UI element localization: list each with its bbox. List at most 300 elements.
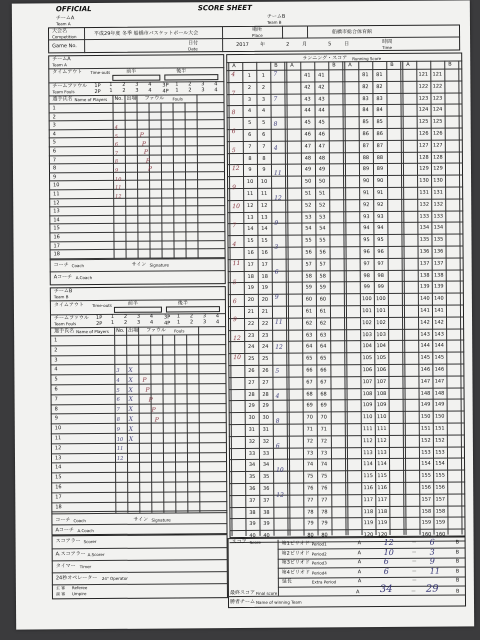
timer-label-en: Timer <box>79 564 92 570</box>
running-number-a: 93 <box>363 213 370 220</box>
team-a-fouls-label-en: Team Fouls <box>52 89 75 95</box>
team-a-players-label-en: Name of Players <box>74 96 108 103</box>
running-mark-b: 8 <box>275 417 280 425</box>
umpire-label-en: Umpire <box>71 591 87 597</box>
running-number-b: 72 <box>320 438 328 445</box>
running-number-b: 125 <box>432 118 443 125</box>
running-mark-a: 12 <box>233 335 241 343</box>
running-number-a: 143 <box>420 331 430 338</box>
running-col-b-header: B <box>332 62 336 69</box>
running-number-b: 132 <box>433 201 444 208</box>
competition-label-en: Competition <box>52 34 77 40</box>
running-number-a: 106 <box>362 367 373 374</box>
running-number-b: 107 <box>376 378 387 385</box>
score-label-en: Score <box>249 539 261 545</box>
running-number-b: 59 <box>319 284 327 291</box>
running-mark-a: 12 <box>231 165 240 173</box>
score-period-b: 3 <box>429 547 435 557</box>
running-number-b: 52 <box>319 202 326 209</box>
running-col-b-header: B <box>274 62 278 69</box>
running-number-b: 67 <box>320 379 327 386</box>
running-number-b: 113 <box>377 449 387 456</box>
running-mark-b: 8 <box>273 120 278 128</box>
running-number-a: 153 <box>421 449 431 456</box>
running-mark-a: 9 <box>232 184 236 192</box>
running-number-a: 2 <box>247 84 252 91</box>
running-number-a: 49 <box>304 166 312 173</box>
running-number-a: 11 <box>246 190 254 197</box>
running-col-a-header: A <box>348 62 352 69</box>
running-number-b: 41 <box>318 72 325 79</box>
team_b-row-number: 18 <box>55 503 62 510</box>
score-period-b: 6 <box>429 537 435 547</box>
running-number-a: 144 <box>420 343 431 350</box>
team-a-in-label: 出場 <box>126 95 137 102</box>
running-number-b: 137 <box>433 260 444 267</box>
running-number-b: 145 <box>434 354 445 361</box>
running-number-b: 154 <box>435 460 445 468</box>
team-a-title: チームA <box>55 15 75 22</box>
running-number-b: 71 <box>320 426 328 433</box>
running-number-b: 98 <box>377 272 384 279</box>
running-number-b: 26 <box>262 367 269 374</box>
running-number-b: 76 <box>321 485 328 492</box>
running-number-a: 31 <box>248 426 256 433</box>
running-number-a: 108 <box>362 390 373 397</box>
running-number-b: 61 <box>319 308 327 315</box>
running-number-a: 51 <box>304 190 312 197</box>
team-b-fouls-label-en: Team Fouls <box>54 321 77 327</box>
team-a-no-label: No. <box>114 95 123 102</box>
running-number-b: 77 <box>321 497 328 504</box>
running-mark-b: 6 <box>275 442 280 450</box>
team-b-foul-marks-4: 1 2 3 4 <box>176 319 220 326</box>
running-number-a: 130 <box>419 177 429 184</box>
running-number-a: 54 <box>305 225 312 232</box>
running-number-a: 9 <box>248 167 252 174</box>
running-number-b: 68 <box>320 391 327 398</box>
team-b-in-mark: X <box>128 386 133 394</box>
running-number-b: 55 <box>319 237 326 244</box>
running-number-b: 44 <box>318 107 325 114</box>
running-number-b: 103 <box>376 331 386 338</box>
team-a-foul-mark: P <box>143 148 148 156</box>
running-number-a: 17 <box>247 261 254 268</box>
running-number-a: 107 <box>362 378 373 385</box>
referee-label: 主 審 <box>55 585 66 591</box>
competition-label: 大会名 <box>51 28 68 35</box>
team-a-foul-marks-2: 1 2 3 4 <box>109 87 152 94</box>
score-period-b: 11 <box>429 566 441 576</box>
team-a-timeout-boxes-2[interactable] <box>164 74 218 80</box>
running-number-b: 5 <box>262 120 266 127</box>
team_b-row-number: 14 <box>55 464 62 471</box>
team_a-row-number: 16 <box>53 234 60 241</box>
running-number-b: 155 <box>435 472 445 479</box>
running-number-a: 87 <box>362 142 370 149</box>
team-b-in-mark: X <box>128 376 133 384</box>
team-b-player-number: 6 <box>116 397 120 404</box>
running-number-b: 105 <box>376 355 387 362</box>
team-b-timeout-boxes-2[interactable] <box>166 306 220 312</box>
running-number-a: 26 <box>248 367 255 374</box>
running-number-b: 34 <box>262 462 270 469</box>
final-score-label: 最終スコア <box>229 589 255 597</box>
score-b-letter: B <box>455 549 460 556</box>
running-number-a: 29 <box>248 403 255 410</box>
running-number-b: 29 <box>262 403 269 410</box>
team-a-players-label: 選手氏名 <box>52 96 73 103</box>
date-month-unit: 月 <box>302 41 308 48</box>
sheet-title: SCORE SHEET <box>197 3 252 13</box>
running-number-a: 103 <box>362 331 372 338</box>
running-number-a: 141 <box>420 307 430 314</box>
team-a-timeout-boxes-1[interactable] <box>112 75 160 81</box>
team-b-in-label: 出場 <box>128 327 139 334</box>
running-number-a: 117 <box>363 496 374 503</box>
time-label: 時間 <box>382 38 393 46</box>
running-number-b: 13 <box>261 214 268 221</box>
running-number-a: 118 <box>363 508 374 515</box>
team-a-signature-label-en: Signature <box>149 262 169 268</box>
team_b-row-number: 9 <box>54 415 58 422</box>
running-number-a: 3 <box>247 96 252 103</box>
score-dash: － <box>411 549 417 556</box>
running-number-a: 77 <box>307 497 314 504</box>
ascorer-label-en: A.Scorer <box>87 551 105 558</box>
team-b-player-number: 9 <box>116 426 121 433</box>
running-number-a: 12 <box>247 202 254 209</box>
running-col-a-header: A <box>406 61 410 68</box>
running-number-b: 69 <box>320 402 327 409</box>
team_b-row-number: 8 <box>54 405 58 412</box>
score-dash: － <box>411 568 417 575</box>
team-b-player-number: 3 <box>116 367 120 374</box>
team-b-coach-label: コーチ <box>55 517 71 524</box>
running-number-a: 114 <box>363 461 373 468</box>
running-number-b: 23 <box>261 332 269 339</box>
running-number-a: 95 <box>363 237 370 244</box>
running-number-a: 96 <box>363 249 370 256</box>
running-number-b: 123 <box>432 95 443 102</box>
score-dash: － <box>411 578 417 585</box>
team_a-row-number: 15 <box>53 225 60 232</box>
running-number-b: 50 <box>318 178 326 185</box>
running-number-b: 80 <box>321 532 328 539</box>
running-number-a: 149 <box>420 402 431 409</box>
running-number-a: 57 <box>305 261 312 268</box>
running-number-a: 140 <box>420 295 430 302</box>
running-number-a: 14 <box>247 226 254 233</box>
running-mark-b: 10 <box>276 467 284 475</box>
running-mark-a: 11 <box>232 259 241 267</box>
running-number-b: 152 <box>435 437 445 444</box>
running-number-a: 71 <box>306 426 314 433</box>
running-number-b: 112 <box>377 437 387 444</box>
running-mark-a: 6 <box>232 297 237 305</box>
running-number-b: 92 <box>377 201 384 208</box>
team-a-foul-marks-3: 1 2 3 4 <box>175 81 218 88</box>
team-a-acoach-label: Aコーチ <box>53 274 73 281</box>
team-a-timeout-label: タイムアウト <box>52 69 83 76</box>
team-b-timeout-boxes-1[interactable] <box>114 307 162 313</box>
running-number-a: 113 <box>363 449 373 456</box>
running-number-a: 110 <box>362 414 373 421</box>
running-number-b: 3 <box>261 96 266 103</box>
team-b-in-mark: X <box>128 396 133 404</box>
running-number-b: 122 <box>432 83 443 90</box>
running-number-b: 141 <box>434 307 444 314</box>
running-number-a: 104 <box>362 343 373 350</box>
running-number-a: 116 <box>363 485 373 492</box>
running-number-b: 128 <box>433 154 443 161</box>
team-a-player-number: 4 <box>114 124 118 131</box>
score-a-letter: A <box>357 549 362 556</box>
running-number-a: 155 <box>421 472 431 479</box>
team-b-label-en: Team B <box>53 294 69 300</box>
running-number-a: 70 <box>306 414 313 421</box>
running-number-a: 83 <box>362 95 369 102</box>
running-number-a: 127 <box>419 142 429 149</box>
running-number-a: 120 <box>363 532 374 539</box>
team-a-foul-mark: P <box>139 131 144 139</box>
team-a-q2: 2P <box>94 88 101 96</box>
running-number-b: 83 <box>376 95 383 102</box>
team-b-player-number: 10 <box>116 436 124 443</box>
final-score-label-en: Final score <box>255 590 278 596</box>
running-number-a: 8 <box>248 155 252 162</box>
team-b-in-mark: X <box>128 425 134 433</box>
running-score-title-en: Running Score <box>352 56 382 62</box>
score-period-a: 12 <box>383 537 394 548</box>
running-mark-b: 9 <box>274 219 279 227</box>
running-number-a: 72 <box>306 438 314 445</box>
running-number-a: 100 <box>362 296 372 303</box>
score-a-letter: A <box>357 568 362 576</box>
team_b-row-number: 13 <box>54 454 62 461</box>
team-b-q2: 2P <box>96 320 103 328</box>
running-number-b: 134 <box>433 224 444 232</box>
running-number-a: 59 <box>305 284 313 291</box>
running-number-a: 136 <box>419 248 430 255</box>
running-number-b: 86 <box>376 131 383 138</box>
running-number-b: 153 <box>435 449 445 456</box>
running-number-a: 64 <box>306 343 313 350</box>
team-b-player-number: 4 <box>116 377 120 384</box>
running-number-b: 99 <box>377 284 385 291</box>
running-number-a: 121 <box>418 71 429 78</box>
running-number-b: 102 <box>376 319 386 326</box>
team_a-row-number: 7 <box>52 156 57 163</box>
score-b-letter: B <box>455 577 460 584</box>
running-mark-b: 11 <box>273 169 282 177</box>
running-number-a: 38 <box>249 509 256 516</box>
team-b-no-label: No. <box>116 327 125 334</box>
team-a-foul-mark: P <box>147 166 153 174</box>
running-number-b: 32 <box>262 438 270 445</box>
team-b-foul-mark: P <box>154 416 159 424</box>
running-number-b: 66 <box>320 367 327 374</box>
running-number-a: 50 <box>304 178 312 185</box>
running-number-b: 104 <box>376 343 387 350</box>
running-number-a: 27 <box>248 379 255 386</box>
running-number-a: 6 <box>248 131 252 138</box>
date-month: 2 <box>286 41 290 48</box>
team-b-foul-marks-3: 1 2 3 4 <box>176 313 220 320</box>
running-number-a: 43 <box>304 96 311 103</box>
team_b-row-number: 16 <box>55 484 62 491</box>
running-col-a-header: A <box>232 63 236 70</box>
running-number-b: 89 <box>376 166 384 173</box>
running-number-b: 119 <box>377 520 388 527</box>
running-number-b: 16 <box>261 249 268 256</box>
team-b-acoach-label-en: A.Coach <box>77 528 94 534</box>
running-number-b: 27 <box>262 379 269 386</box>
running-mark-a: 9 <box>233 316 237 324</box>
op24-label-en: 24" Operator <box>101 575 128 581</box>
running-number-a: 45 <box>304 119 311 126</box>
running-number-a: 99 <box>363 284 371 291</box>
running-number-a: 68 <box>306 391 313 398</box>
running-number-a: 23 <box>247 332 255 339</box>
running-number-b: 120 <box>377 532 388 539</box>
competition-name: 平成29年度 冬季 船橋市バスケットボール大会 <box>94 30 199 38</box>
running-number-a: 79 <box>307 520 314 527</box>
referee-label-en: Referee <box>71 585 88 591</box>
team-b-player-number: 12 <box>116 456 124 463</box>
running-number-a: 115 <box>363 473 373 480</box>
running-number-b: 43 <box>318 96 325 103</box>
running-number-b: 93 <box>377 213 384 220</box>
running-number-a: 88 <box>362 154 370 161</box>
running-number-a: 39 <box>249 521 256 528</box>
running-number-b: 48 <box>318 155 326 162</box>
running-number-b: 106 <box>376 367 387 374</box>
running-number-b: 110 <box>376 414 387 421</box>
team_b-row-number: 7 <box>54 396 58 403</box>
running-number-a: 53 <box>305 214 312 221</box>
running-number-a: 33 <box>248 450 256 457</box>
team-a-half2: 後半 <box>176 68 187 75</box>
running-number-a: 139 <box>420 284 430 291</box>
running-number-a: 123 <box>418 95 429 102</box>
running-number-a: 156 <box>421 484 431 491</box>
team-b-title-en: Team B <box>266 19 282 25</box>
score-period-label: 第4ピリオド <box>281 569 310 576</box>
running-number-b: 158 <box>435 508 446 515</box>
running-number-b: 11 <box>260 190 268 197</box>
official-label: OFFICIAL <box>55 5 92 14</box>
running-mark-a: 4 <box>231 71 236 79</box>
team_a-row-number: 13 <box>53 208 60 215</box>
team-b-acoach-label: Aコーチ <box>55 527 74 534</box>
running-number-a: 122 <box>418 83 429 90</box>
running-number-a: 35 <box>248 474 256 481</box>
running-number-a: 76 <box>307 485 314 492</box>
running-number-b: 138 <box>433 272 444 279</box>
date-day-unit: 日 <box>344 41 350 48</box>
running-number-a: 36 <box>249 485 256 492</box>
running-number-a: 94 <box>363 225 370 232</box>
running-number-a: 134 <box>419 225 430 232</box>
team_a-row-number: 18 <box>53 251 60 258</box>
team_a-row-number: 4 <box>52 131 56 138</box>
team_b-row-number: 6 <box>54 386 58 393</box>
ascorer-label: A.スコアラー <box>55 551 86 558</box>
running-number-b: 24 <box>262 344 269 351</box>
running-number-b: 159 <box>435 519 446 527</box>
running-number-b: 96 <box>377 249 384 256</box>
running-number-a: 44 <box>304 107 311 114</box>
running-number-b: 135 <box>433 236 444 243</box>
running-number-b: 70 <box>320 414 327 421</box>
running-number-a: 37 <box>249 497 256 504</box>
team-b-players-label-en: Name of Players <box>76 328 109 335</box>
team-b-fouls-col: ファウル <box>146 327 166 334</box>
running-number-b: 87 <box>376 142 384 149</box>
team_a-row-number: 2 <box>52 113 56 120</box>
running-number-b: 131 <box>433 189 443 196</box>
running-number-b: 45 <box>318 119 325 126</box>
winner-label-en: Name of winning Team <box>255 599 302 605</box>
running-number-a: 19 <box>247 285 255 292</box>
running-number-b: 121 <box>432 71 443 78</box>
team_a-row-number: 11 <box>53 191 60 198</box>
team_b-row-number: 3 <box>54 356 58 363</box>
team-b-foul-mark: P <box>148 396 153 404</box>
team-b-label: チームB <box>53 288 73 295</box>
running-number-b: 97 <box>377 260 384 267</box>
team-b-q3: 3P <box>163 314 171 321</box>
running-number-b: 79 <box>321 520 328 527</box>
score-b-letter: B <box>455 568 460 575</box>
running-number-b: 127 <box>433 142 443 149</box>
running-number-a: 58 <box>305 273 312 280</box>
running-mark-b: 5 <box>275 368 280 376</box>
score-period-b: 9 <box>429 556 435 566</box>
team-a-foul-marks-4: 1 2 3 4 <box>175 87 218 94</box>
running-number-b: 38 <box>263 509 270 516</box>
date-label-en: Date <box>188 46 198 52</box>
running-number-a: 1 <box>247 72 251 79</box>
running-number-b: 160 <box>435 531 446 538</box>
team-b-foul-mark: P <box>142 376 147 384</box>
running-number-a: 10 <box>246 179 254 186</box>
team_b-row-number: 11 <box>54 435 62 442</box>
running-number-a: 92 <box>363 201 370 208</box>
team-a-acoach-label-en: A.Coach <box>75 275 93 281</box>
score-period-label-en: Period1 <box>311 541 327 547</box>
running-number-b: 8 <box>262 155 266 162</box>
running-mark-b: 12 <box>274 194 282 202</box>
running-number-a: 21 <box>247 308 255 315</box>
running-number-a: 34 <box>248 462 256 469</box>
team_a-row-number: 3 <box>52 122 56 129</box>
running-number-b: 144 <box>434 342 445 350</box>
team-a-q4: 4P <box>162 88 169 95</box>
running-number-b: 81 <box>376 72 383 79</box>
running-number-b: 57 <box>319 261 326 268</box>
running-number-b: 56 <box>319 249 326 256</box>
running-number-a: 55 <box>305 237 312 244</box>
running-col-b-header: B <box>390 61 394 68</box>
op24-label: 24秒オペレーター <box>55 575 98 582</box>
running-number-a: 148 <box>420 390 431 397</box>
team-a-foul-marks-1: 1 2 3 4 <box>109 81 152 88</box>
running-col-a-header: A <box>290 62 294 69</box>
running-number-a: 28 <box>248 391 255 398</box>
team-a-foul-mark: P <box>141 140 146 148</box>
